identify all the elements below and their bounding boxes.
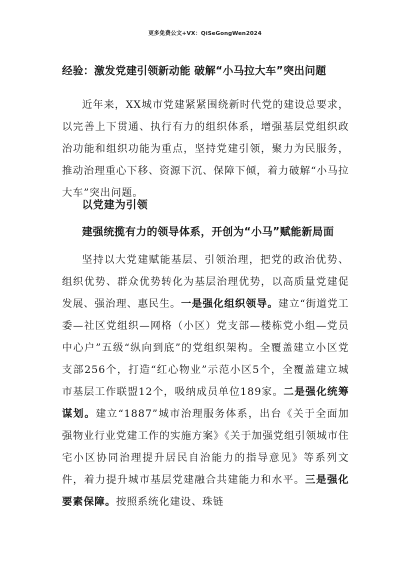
body-paragraph	[62, 250, 349, 514]
bold-point-2: 二是强化统筹谋划。	[62, 387, 349, 420]
paragraph-text: 建立“街道党工委—社区党组织—网格（小区）党支部—楼栋党小组—党员中心户”五级“纵向到底”的党组织架构。全覆盖建立小区党支部256个，打造“红心物业”示范小区5个，全覆盖建立城市基层工作联盟12个，吸纳成员单位189家。	[62, 299, 349, 398]
header-watermark: 更多免费公文+VX：QiSeGongWen2024	[148, 31, 262, 37]
sub-heading: 建强统揽有力的领导体系，开创为“小马”赋能新局面	[82, 226, 335, 238]
paragraph-text: 建立“1887”城市治理服务体系，出台《关于全面加强物业行业党建工作的实施方案》《关于加强党组引领城市住宅小区协同治理提升居民自治能力的指导意见》等系列文件，着力提升城市基层党建融合共建能力和水平。	[62, 409, 349, 486]
paragraph-text: 按照系统化建设、珠链	[115, 497, 224, 508]
section-heading: 以党建为引领	[82, 199, 148, 211]
page-title: 经验：激发党建引领新动能 破解“小马拉大车”突出问题	[62, 65, 327, 77]
intro-paragraph: 近年来，XX城市党建紧紧围绕新时代党的建设总要求，以完善上下贯通、执行有力的组织体系，增强基层党组织政治功能和组织功能为重点，坚持党建引领，聚力为民服务，推动治理重心下移、资源下沉、保障下倾，着力破解“小马拉大车”突出问题。	[62, 100, 349, 199]
bold-point-3: 三是强化要素保障。	[62, 475, 349, 508]
bold-point-1: 一是强化组织领导。	[180, 299, 279, 310]
paragraph-text: 坚持以大党建赋能基层、引领治理，把党的政治优势、组织优势、群众优势转化为基层治理优势，以高质量党建促发展、强治理、惠民生。	[62, 255, 349, 310]
